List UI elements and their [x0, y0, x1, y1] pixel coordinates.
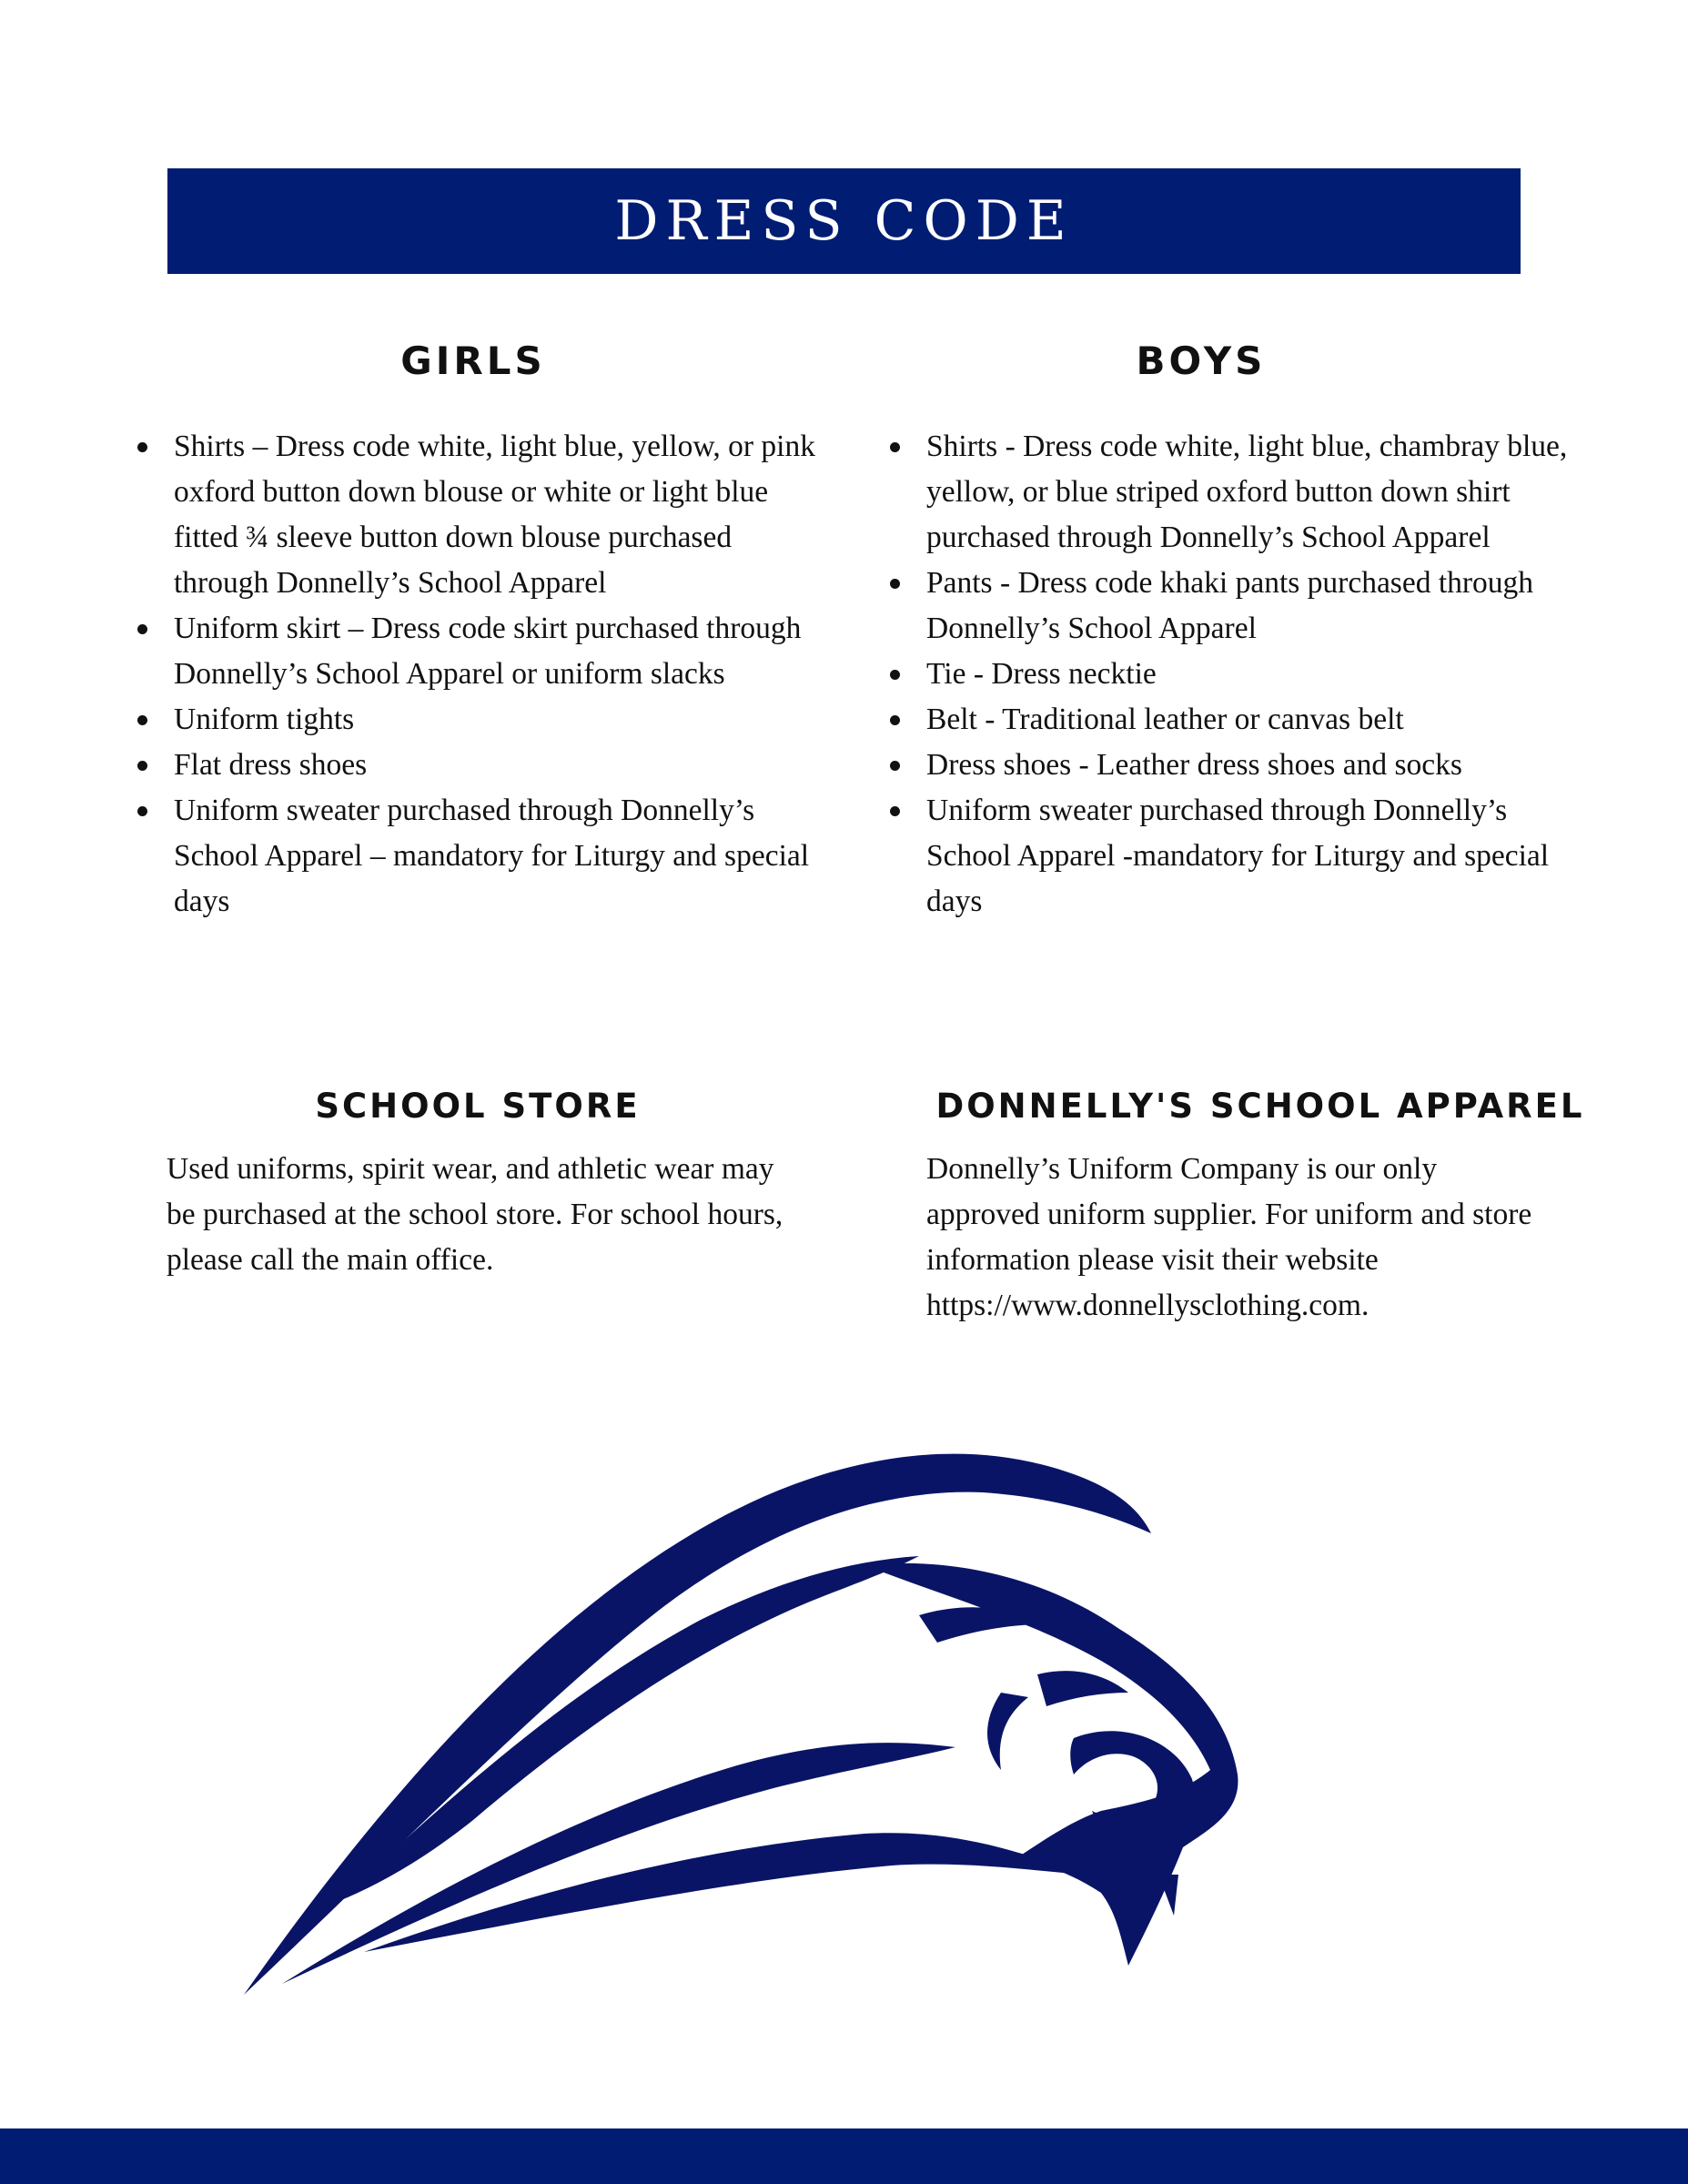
- bullet-icon: [137, 442, 147, 452]
- list-item-text: Dress shoes - Leather dress shoes and socks: [926, 748, 1462, 782]
- bullet-icon: [137, 624, 147, 634]
- list-item: [890, 697, 1582, 743]
- list-item-text: Shirts – Dress code white, light blue, yellow, or pink oxford button down blouse or white or light blue fitted ¾ sleeve button down blouse purchased through Donnelly’s School Apparel: [174, 430, 815, 600]
- footer-bar: [0, 2128, 1688, 2184]
- bullet-icon: [137, 715, 147, 725]
- apparel-text: Donnelly’s Uniform Company is our only approved uniform supplier. For uniform and store information please visit their website https://www.donnellysclothing.com.: [926, 1152, 1532, 1322]
- bullet-icon: [890, 579, 900, 589]
- girls-list: [137, 424, 829, 925]
- apparel-heading: DONNELLY'S SCHOOL APPAREL: [935, 1087, 1585, 1126]
- list-item-text: Uniform skirt – Dress code skirt purchased through Donnelly’s School Apparel or uniform slacks: [174, 612, 802, 691]
- boys-heading: BOYS: [1136, 339, 1267, 383]
- title-banner: [167, 168, 1521, 274]
- bullet-icon: [890, 761, 900, 771]
- list-item-text: Tie - Dress necktie: [926, 657, 1157, 691]
- list-item-text: Belt - Traditional leather or canvas belt: [926, 703, 1404, 736]
- list-item: [890, 424, 1582, 561]
- girls-heading: GIRLS: [400, 339, 546, 383]
- bullet-icon: [890, 670, 900, 680]
- list-item-text: Uniform sweater purchased through Donnelly’s School Apparel -mandatory for Liturgy and special days: [926, 794, 1550, 918]
- list-item: [890, 743, 1582, 788]
- list-item: [137, 697, 829, 743]
- list-item: [890, 788, 1582, 925]
- list-item-text: Pants - Dress code khaki pants purchased through Donnelly’s School Apparel: [926, 566, 1534, 645]
- bullet-icon: [890, 442, 900, 452]
- bullet-icon: [890, 715, 900, 725]
- bullet-icon: [137, 806, 147, 816]
- list-item: [137, 788, 829, 925]
- list-item: [137, 424, 829, 606]
- boys-list: [890, 424, 1582, 925]
- list-item-text: Flat dress shoes: [174, 748, 368, 782]
- list-item: [137, 743, 829, 788]
- page-title: DRESS CODE: [614, 189, 1074, 253]
- list-item: [890, 652, 1582, 697]
- bullet-icon: [137, 761, 147, 771]
- school-store-text: Used uniforms, spirit wear, and athletic wear may be purchased at the school store. For school hours, please call the main office.: [167, 1152, 783, 1277]
- lion-head-icon: [227, 1420, 1374, 2020]
- school-store-heading: SCHOOL STORE: [315, 1087, 641, 1126]
- list-item: [137, 606, 829, 697]
- bullet-icon: [890, 806, 900, 816]
- list-item-text: Shirts - Dress code white, light blue, chambray blue, yellow, or blue striped oxford button down shirt purchased through Donnelly’s School Apparel: [926, 430, 1568, 554]
- list-item: [890, 561, 1582, 652]
- list-item-text: Uniform sweater purchased through Donnelly’s School Apparel – mandatory for Liturgy and special days: [174, 794, 810, 918]
- list-item-text: Uniform tights: [174, 703, 355, 736]
